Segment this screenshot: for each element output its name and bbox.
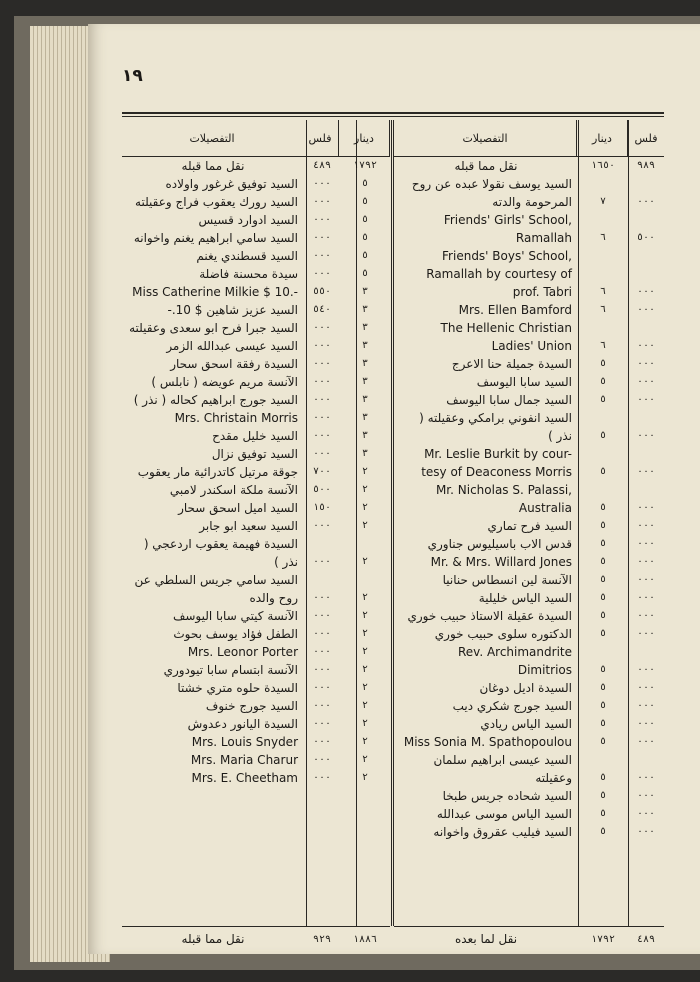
row-fils: ٠٠٠ (312, 232, 332, 243)
ledger-row (394, 823, 664, 841)
row-details: السيد يوسف نقولا عبده عن روح المرحومة والدته (411, 177, 572, 209)
row-details: السيد الياس ريادي (480, 717, 572, 731)
row-details: السيد عيسى عبدالله الزمر (166, 339, 298, 353)
ledger-row (394, 751, 664, 787)
ledger-row (394, 715, 664, 733)
row-details: السيد الياس موسى عبدالله (436, 807, 572, 821)
row-fils: ٠٠٠ (312, 250, 332, 261)
row-details: السيد جمال سابا اليوسف (446, 393, 572, 407)
row-dinar: ٥ (599, 772, 607, 783)
ledger-row (122, 265, 390, 283)
row-details: السيد الياس خليلية (478, 591, 572, 605)
right-rows (394, 157, 664, 841)
row-fils: ٠٠٠ (636, 196, 656, 207)
row-dinar: ٥ (361, 196, 369, 207)
row-details: السيد فرح تماري (487, 519, 572, 533)
ledger-row (122, 733, 390, 751)
row-fils: ٠٠٠ (312, 520, 332, 531)
row-dinar: ٥ (599, 808, 607, 819)
ledger-row (394, 175, 664, 211)
row-dinar: ٥ (599, 430, 607, 441)
row-dinar: ٢ (361, 484, 369, 495)
ledger-row (122, 769, 390, 787)
footer-fils: ٤٨٩ (636, 933, 656, 945)
row-dinar: ٣ (361, 376, 369, 387)
row-dinar: ٢ (361, 466, 369, 477)
ledger-row (122, 373, 390, 391)
ledger-row (122, 643, 390, 661)
row-dinar: ٢ (361, 628, 369, 639)
row-fils: ٠٠٠ (312, 592, 332, 603)
row-details: السيدة عقيلة الاستاذ حبيب خوري (407, 609, 572, 623)
ledger-row (394, 553, 664, 571)
row-dinar: ٣ (361, 448, 369, 459)
row-fils: ٠٠٠ (636, 664, 656, 675)
ledger-row (122, 661, 390, 679)
ledger-row (122, 715, 390, 733)
row-dinar: ٥ (599, 502, 607, 513)
ledger-row (394, 535, 664, 553)
row-dinar: ٣ (361, 412, 369, 423)
header-details: التفصيلات (189, 131, 235, 145)
ledger-row (122, 751, 390, 769)
row-dinar: ٦ (599, 232, 607, 243)
row-details: السيدة جميلة حنا الاعرج (451, 357, 572, 371)
row-details: السيد عزيز شاهين $ 10.- (167, 303, 298, 317)
row-fils: ٠٠٠ (636, 340, 656, 351)
ledger-row (394, 517, 664, 535)
row-dinar: ٥ (599, 610, 607, 621)
ledger-row (394, 571, 664, 589)
ledger-row (122, 175, 390, 193)
row-details: السيدة اديل دوغان (479, 681, 572, 695)
row-dinar: ٥ (599, 700, 607, 711)
footer-details: نقل مما قبله (181, 932, 245, 946)
row-details: الدكتوره سلوى حبيب خوري (434, 627, 572, 641)
row-details: Friends' Girls' School, Ramallah (443, 213, 572, 245)
ledger-row (394, 733, 664, 751)
row-details: Mrs. E. Cheetham (191, 771, 298, 785)
row-dinar: ٢ (361, 718, 369, 729)
row-details: السيد اميل اسحق سحار (178, 501, 298, 515)
row-details: Miss Sonia M. Spathopoulou (403, 735, 572, 749)
row-dinar: ٢ (361, 664, 369, 675)
row-fils: ٠٠٠ (312, 430, 332, 441)
row-details: السيد قسطندي يغنم (196, 249, 298, 263)
row-details: Mr. Leslie Burkit by cour- tesy of Deaconess Morris (421, 447, 572, 479)
row-dinar: ٥ (599, 736, 607, 747)
ledger-row (122, 355, 390, 373)
ledger-row (122, 229, 390, 247)
row-dinar: ٥ (599, 376, 607, 387)
row-dinar: ٥ (599, 394, 607, 405)
row-fils: ٠٠٠ (312, 682, 332, 693)
ledger-row (394, 643, 664, 679)
row-fils: ٠٠٠ (636, 628, 656, 639)
ledger-row (122, 211, 390, 229)
row-dinar: ٢ (361, 520, 369, 531)
ledger-row (122, 625, 390, 643)
row-fils: ٠٠٠ (636, 718, 656, 729)
ledger-row (122, 535, 390, 571)
ledger-row (122, 319, 390, 337)
row-dinar: ٥ (599, 682, 607, 693)
row-details: السيد توفيق نزال (211, 447, 298, 461)
row-dinar: ٢ (361, 502, 369, 513)
row-details: السيد توفيق غرغور واولاده (165, 177, 298, 191)
row-details: السيد ادوارد قسيس (198, 213, 298, 227)
ledger-row (394, 697, 664, 715)
row-dinar: ٦ (599, 340, 607, 351)
header-fils: فلس (634, 131, 658, 145)
row-dinar: ٣ (361, 430, 369, 441)
row-details: Mr. & Mrs. Willard Jones (430, 555, 572, 569)
ledger-row (394, 625, 664, 643)
row-fils: ٠٠٠ (312, 196, 332, 207)
ledger-row (122, 571, 390, 607)
row-details: السيد سامي ابراهيم يغنم واخوانه (133, 231, 298, 245)
row-details: Mrs. Louis Snyder (191, 735, 298, 749)
row-details: قدس الاب باسيليوس جناوري (427, 537, 572, 551)
row-dinar: ٢ (361, 700, 369, 711)
row-details: السيد سامي جريس السلطي عن روح والده (134, 573, 298, 605)
row-dinar: ٧ (599, 196, 607, 207)
row-fils: ٠٠٠ (636, 502, 656, 513)
row-details: السيد خليل مقدح (212, 429, 298, 443)
ledger-row (394, 391, 664, 409)
row-dinar: ٥ (599, 358, 607, 369)
row-details: الآنسة ابتسام سابا تيودوري (163, 663, 298, 677)
row-details: السيد جورج شكري ديب (452, 699, 572, 713)
row-dinar: ٢ (361, 610, 369, 621)
book-page (88, 24, 700, 954)
row-dinar: ٥ (361, 178, 369, 189)
row-details: Friends' Boys' School, Ramallah by courtesy of prof. Tabri (426, 249, 572, 299)
row-fils: ٠٠٠ (636, 358, 656, 369)
row-fils: ٠٠٠ (636, 736, 656, 747)
ledger-row (122, 499, 390, 517)
ledger-row (122, 301, 390, 319)
ledger-row (122, 679, 390, 697)
row-fils: ٥٠٠ (636, 232, 656, 243)
header-dinar: دينار (338, 120, 390, 156)
row-fils: ٠٠٠ (312, 772, 332, 783)
ledger-row (394, 445, 664, 481)
row-dinar: ٢ (361, 736, 369, 747)
ledger-row (394, 157, 664, 175)
row-fils: ٠٠٠ (636, 556, 656, 567)
row-details: نقل مما قبله (181, 159, 245, 173)
row-fils: ٠٠٠ (636, 538, 656, 549)
row-fils: ٠٠٠ (312, 448, 332, 459)
ledger-row (122, 445, 390, 463)
row-details: الآنسة كيتي سابا اليوسف (172, 609, 298, 623)
row-details: جوقة مرتيل كاتدرائية مار يعقوب (137, 465, 298, 479)
row-dinar: ٢ (361, 592, 369, 603)
row-details: Mrs. Christain Morris (174, 411, 298, 425)
row-fils: ٠٠٠ (636, 592, 656, 603)
row-dinar: ١٧٩٢ (352, 160, 378, 171)
row-fils: ٠٠٠ (636, 790, 656, 801)
row-details: الآنسة ملكة اسكندر لامبي (169, 483, 298, 497)
row-fils: ٠٠٠ (312, 358, 332, 369)
ledger-row (122, 427, 390, 445)
ledger-row (394, 409, 664, 445)
ledger-row (394, 373, 664, 391)
row-fils: ٠٠٠ (636, 430, 656, 441)
row-dinar: ٥ (361, 268, 369, 279)
ledger-row (394, 589, 664, 607)
row-details: Rev. Archimandrite Dimitrios (457, 645, 572, 677)
page-number: ١٩ (122, 66, 143, 86)
row-fils: ٠٠٠ (312, 556, 332, 567)
footer-dinar: ١٨٨٦ (352, 933, 378, 945)
row-details: السيد رورك يعقوب فراج وعقيلته (135, 195, 298, 209)
left-rows (122, 157, 390, 787)
ledger-row (122, 607, 390, 625)
row-dinar: ٦ (599, 304, 607, 315)
row-fils: ٠٠٠ (312, 700, 332, 711)
left-ledger-column (122, 120, 390, 787)
ledger-row (394, 301, 664, 319)
row-fils: ٠٠٠ (312, 718, 332, 729)
row-details: السيد جورج ابراهيم كحاله ( نذر ) (133, 393, 298, 407)
row-details: السيد فيليب عقروق واخوانه (433, 825, 572, 839)
row-dinar: ٥ (599, 628, 607, 639)
ledger-row (122, 247, 390, 265)
row-fils: ٥٥٠ (312, 286, 332, 297)
row-dinar: ٥ (361, 214, 369, 225)
row-dinar: ٣ (361, 394, 369, 405)
ledger-row (122, 337, 390, 355)
row-fils: ٥٠٠ (312, 484, 332, 495)
row-details: السيد سعيد ابو جابر (199, 519, 298, 533)
row-details: السيد جورج خنوف (205, 699, 298, 713)
ledger-row (394, 319, 664, 355)
row-details: الآنسة لين انسطاس حنانيا (442, 573, 572, 587)
row-fils: ٠٠٠ (636, 520, 656, 531)
row-dinar: ١٦٥٠ (590, 160, 616, 171)
row-details: Mrs. Ellen Bamford (458, 303, 572, 317)
right-ledger-column (394, 120, 664, 841)
row-fils: ٠٠٠ (636, 700, 656, 711)
row-fils: ٠٠٠ (312, 322, 332, 333)
row-fils: ١٥٠ (312, 502, 332, 513)
row-fils: ٠٠٠ (636, 394, 656, 405)
row-dinar: ٥ (599, 574, 607, 585)
row-fils: ٤٨٩ (312, 160, 332, 171)
left-footer (122, 926, 390, 951)
row-dinar: ٥ (361, 250, 369, 261)
ledger-row (122, 157, 390, 175)
row-dinar: ٣ (361, 286, 369, 297)
ledger-row (122, 283, 390, 301)
footer-fils: ٩٢٩ (312, 933, 332, 945)
row-details: Mrs. Leonor Porter (187, 645, 298, 659)
left-header (122, 120, 390, 157)
row-fils: ٠٠٠ (636, 682, 656, 693)
right-footer (394, 926, 664, 951)
row-dinar: ٢ (361, 682, 369, 693)
row-dinar: ٥ (599, 664, 607, 675)
row-fils: ٠٠٠ (636, 286, 656, 297)
row-dinar: ٣ (361, 358, 369, 369)
row-fils: ٠٠٠ (312, 268, 332, 279)
ledger-row (122, 391, 390, 409)
row-details: السيدة حلوه متري خشتا (177, 681, 298, 695)
ledger-row (394, 607, 664, 625)
row-details: Mr. Nicholas S. Palassi, Australia (435, 483, 572, 515)
row-details: The Hellenic Christian Ladies' Union (440, 321, 572, 353)
footer-dinar: ١٧٩٢ (590, 933, 616, 945)
row-fils: ٠٠٠ (636, 304, 656, 315)
header-dinar: دينار (576, 120, 628, 156)
row-dinar: ٥ (599, 520, 607, 531)
row-fils: ٥٤٠ (312, 304, 332, 315)
header-fils: فلس (308, 131, 332, 145)
row-details: Mrs. Maria Charur (190, 753, 298, 767)
row-fils: ٠٠٠ (312, 754, 332, 765)
row-dinar: ٥ (599, 556, 607, 567)
row-fils: ٠٠٠ (636, 826, 656, 837)
row-dinar: ٣ (361, 340, 369, 351)
row-details: السيد انفوني برامكي وعقيلته ( نذر ) (419, 411, 572, 443)
row-fils: ٠٠٠ (312, 646, 332, 657)
row-details: السيدة رفقة اسحق سحار (170, 357, 298, 371)
row-fils: ٠٠٠ (636, 574, 656, 585)
row-fils: ٧٠٠ (312, 466, 332, 477)
row-fils: ٩٨٩ (636, 160, 656, 171)
ledger-row (122, 463, 390, 481)
top-rule (122, 112, 664, 114)
ledger-row (394, 679, 664, 697)
row-fils: ٠٠٠ (312, 628, 332, 639)
row-details: الطفل فؤاد يوسف بحوث (173, 627, 298, 641)
row-fils: ٠٠٠ (312, 214, 332, 225)
row-fils: ٠٠٠ (636, 772, 656, 783)
row-dinar: ٥ (599, 790, 607, 801)
row-dinar: ٢ (361, 556, 369, 567)
row-details: Miss Catherine Milkie $ 10.- (132, 285, 298, 299)
row-details: السيد سابا اليوسف (476, 375, 572, 389)
row-dinar: ٥ (599, 826, 607, 837)
row-dinar: ٢ (361, 646, 369, 657)
row-fils: ٠٠٠ (636, 376, 656, 387)
ledger-row (122, 193, 390, 211)
ledger-row (394, 787, 664, 805)
row-fils: ٠٠٠ (312, 610, 332, 621)
top-rule-thin (122, 116, 664, 117)
row-fils: ٠٠٠ (312, 412, 332, 423)
row-fils: ٠٠٠ (636, 610, 656, 621)
row-details: السيد عيسى ابراهيم سلمان وعقيلته (433, 753, 572, 785)
ledger-row (394, 481, 664, 517)
header-details: التفصيلات (462, 131, 508, 145)
ledger-row (122, 697, 390, 715)
row-fils: ٠٠٠ (312, 394, 332, 405)
ledger-row (394, 355, 664, 373)
row-dinar: ٥ (599, 466, 607, 477)
row-details: السيدة اليانور دعدوش (187, 717, 298, 731)
row-dinar: ٥ (599, 538, 607, 549)
row-details: السيد شحاده جريس طبخا (442, 789, 572, 803)
row-details: السيدة فهيمة يعقوب اردعجي ( نذر ) (143, 537, 298, 569)
ledger-row (122, 481, 390, 499)
row-fils: ٠٠٠ (636, 808, 656, 819)
row-details: نقل مما قبله (454, 159, 518, 173)
row-dinar: ٦ (599, 286, 607, 297)
row-fils: ٠٠٠ (312, 376, 332, 387)
row-fils: ٠٠٠ (312, 178, 332, 189)
row-dinar: ٣ (361, 304, 369, 315)
ledger-row (122, 409, 390, 427)
row-details: الآنسة مريم عويضه ( نابلس ) (151, 375, 298, 389)
row-details: السيد جبرا فرح ابو سعدى وعقيلته (129, 321, 298, 335)
row-fils: ٠٠٠ (312, 736, 332, 747)
ledger-row (394, 805, 664, 823)
row-dinar: ٢ (361, 772, 369, 783)
ledger-row (122, 517, 390, 535)
row-fils: ٠٠٠ (312, 340, 332, 351)
footer-details: نقل لما بعده (454, 932, 518, 946)
row-dinar: ٥ (599, 592, 607, 603)
row-dinar: ٥ (599, 718, 607, 729)
right-header (394, 120, 664, 157)
ledger-row (394, 211, 664, 247)
row-dinar: ٥ (361, 232, 369, 243)
row-dinar: ٣ (361, 322, 369, 333)
row-fils: ٠٠٠ (636, 466, 656, 477)
row-fils: ٠٠٠ (312, 664, 332, 675)
ledger-row (394, 247, 664, 301)
row-details: سيدة محسنة فاضلة (199, 267, 298, 281)
row-dinar: ٢ (361, 754, 369, 765)
